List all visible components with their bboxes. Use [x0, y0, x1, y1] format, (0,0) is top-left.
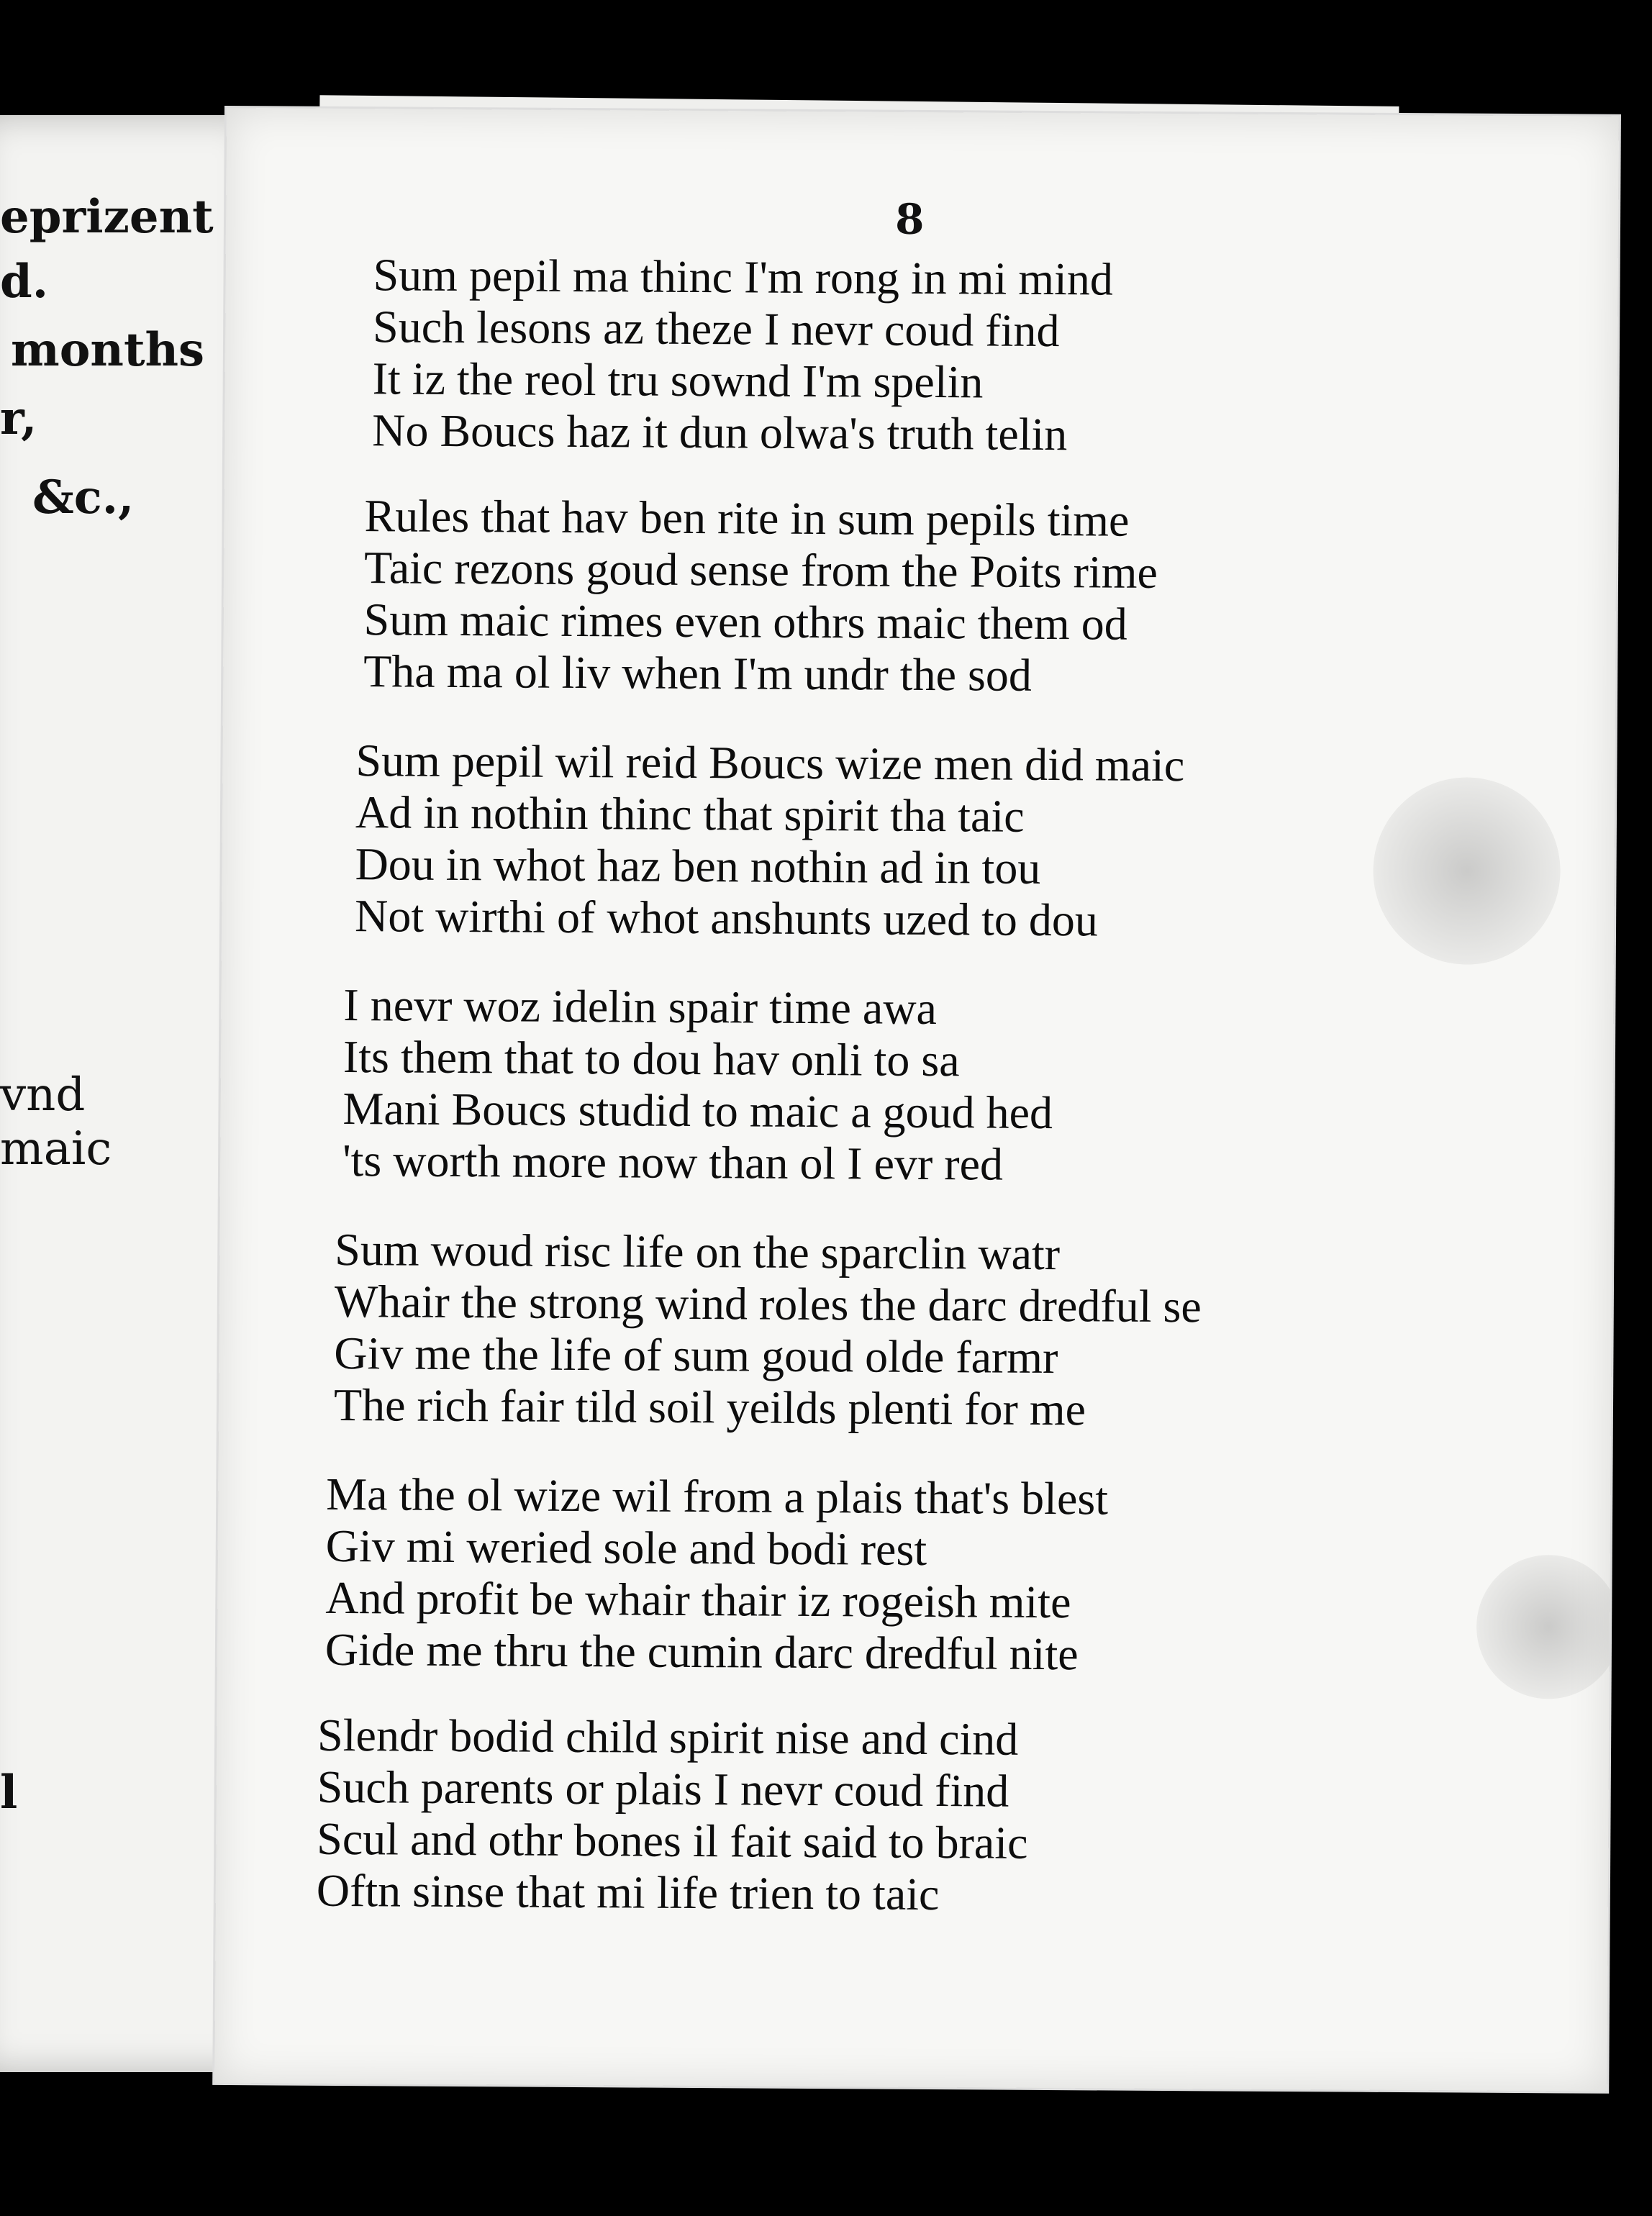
page-number: 8: [894, 194, 925, 244]
verse-line: Such parents or plais I nevr coud find: [317, 1761, 1009, 1817]
left-page-line: eprizent: [0, 190, 214, 244]
stanza: [372, 249, 1113, 460]
verse-line: Giv me the life of sum goud olde farmr: [334, 1327, 1058, 1384]
stanza: [342, 979, 1053, 1191]
left-page-line: r,: [0, 391, 37, 445]
left-page-line: &c.,: [32, 471, 135, 525]
left-page-line: l: [0, 1766, 18, 1820]
verse-line: Sum maic rimes even othrs maic them od: [363, 594, 1127, 650]
foxing-stain: [1373, 777, 1561, 966]
verse-line: Sum pepil wil reid Boucs wize men did maic: [355, 735, 1185, 791]
book-page: [214, 108, 1619, 2092]
verse-line: And profit be whair thair iz rogeish mite: [325, 1571, 1071, 1628]
verse-line: Not wirthi of whot anshunts uzed to dou: [354, 890, 1099, 946]
verse-line: Slendr bodid child spirit nise and cind: [317, 1709, 1019, 1765]
verse-line: Tha ma ol liv when I'm undr the sod: [363, 645, 1032, 701]
left-page-line: d.: [0, 255, 49, 309]
left-page-line: months: [11, 323, 205, 377]
verse-line: Dou in whot haz ben nothin ad in tou: [355, 838, 1041, 894]
stanza: [363, 490, 1158, 702]
verse-line: Scul and othr bones il fait said to braic: [317, 1812, 1028, 1868]
verse-line: The rich fair tild soil yeilds plenti for me: [333, 1379, 1086, 1435]
verse-line: Giv mi weried sole and bodi rest: [325, 1520, 927, 1575]
left-page-line: maic: [0, 1122, 112, 1176]
stanza: [355, 735, 1185, 947]
left-page-line: vnd: [0, 1068, 86, 1122]
verse-line: Mani Boucs studid to maic a goud hed: [342, 1083, 1053, 1139]
verse-line: It iz the reol tru sownd I'm spelin: [372, 353, 984, 408]
verse-line: I nevr woz idelin spair time awa: [343, 979, 938, 1035]
foxing-stain: [1476, 1555, 1619, 1699]
verse-line: 'ts worth more now than ol I evr red: [342, 1135, 1004, 1190]
verse-line: Whair the strong wind roles the darc dredful se: [334, 1275, 1202, 1332]
verse-line: Such lesons az theze I nevr coud find: [372, 301, 1060, 357]
verse-line: Rules that hav ben rite in sum pepils time: [364, 490, 1130, 546]
stanza: [317, 1709, 1029, 1921]
verse-line: Ma the ol wize wil from a plais that's blest: [326, 1468, 1109, 1525]
verse-line: Ad in nothin thinc that spirit tha taic: [355, 786, 1025, 842]
stanza: [334, 1224, 1202, 1436]
stanza: [325, 1468, 1109, 1681]
verse-line: Oftn sinse that mi life trien to taic: [316, 1864, 940, 1920]
verse-line: No Boucs haz it dun olwa's truth telin: [372, 404, 1068, 460]
verse-line: Gide me thru the cumin darc dredful nite: [324, 1623, 1079, 1680]
verse-line: Sum woud risc life on the sparclin watr: [335, 1223, 1061, 1280]
verse-line: Its them that to dou hav onli to sa: [342, 1031, 960, 1086]
verse-line: Taic rezons goud sense from the Poits rime: [363, 542, 1158, 598]
verse-line: Sum pepil ma thinc I'm rong in mi mind: [373, 249, 1114, 305]
